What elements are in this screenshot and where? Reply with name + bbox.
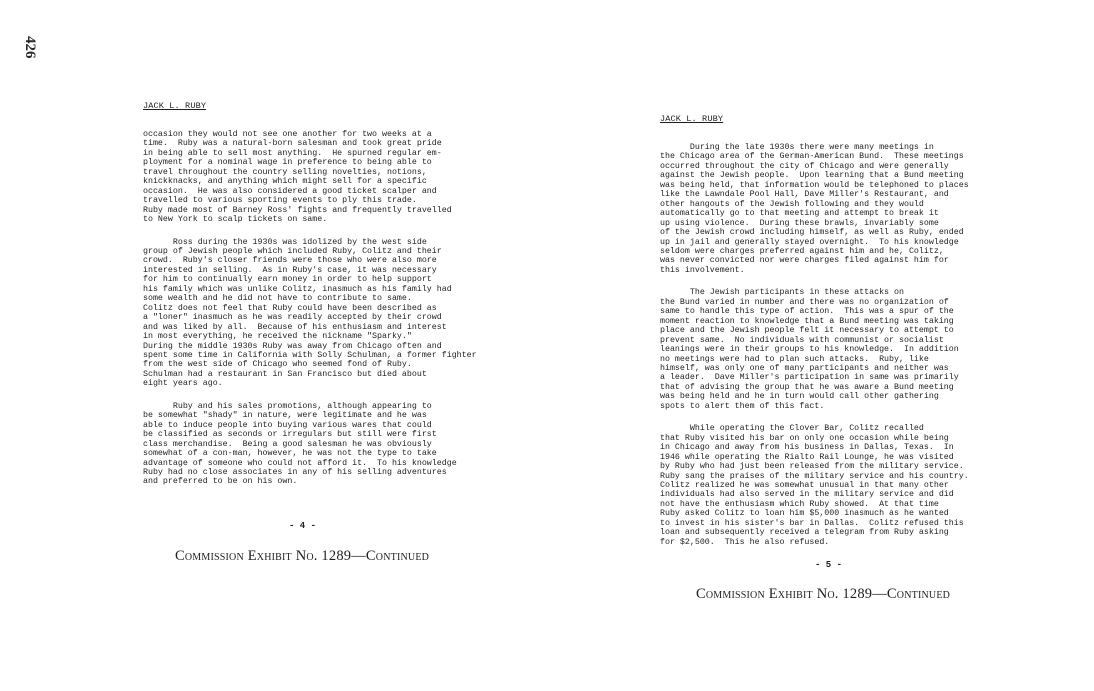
right-document-page [660,113,1000,560]
text-line: against the Jewish people. Upon learning that a Bund meeting [660,171,964,181]
text-line: same to handle this type of action. This was a spur of the [660,307,954,317]
text-line: During the late 1930s there were many meetings in [660,143,934,152]
text-line: not have the enthusiasm which Ruby showed. At that time [660,499,939,509]
text-line: be classified as seconds or irregulars but still were first [143,430,437,440]
text-line: time. Ruby was a natural-born salesman and took great pride [143,139,442,149]
text-line: interested in selling. As in Ruby's case, it was necessary [143,265,437,275]
text-line: prevent same. No individuals with communist or socialist [660,335,944,345]
text-line: and preferred to be on his own. [143,477,298,487]
text-line: seldom were charges preferred against him and he, Colitz, [660,246,944,256]
text-line: was never convicted nor were charges filed against him for [660,256,949,266]
text-line: by Ruby who had just been released from the military service. [660,462,964,472]
text-line: advantage of someone who could not afford it. To his knowledge [143,458,457,468]
left-document-page [143,100,523,500]
right-exhibit-caption: Commission Exhibit No. 1289—Continued [696,586,951,602]
right-paragraph [660,424,1000,547]
text-line: in being able to sell most anything. He spurned regular em- [143,148,442,158]
text-line: occasion. He was also considered a good ticket scalper and [143,186,437,196]
text-line: class merchandise. Being a good salesman he was obviously [143,439,432,449]
text-line: moment reaction to knowledge that a Bund meeting was taking [660,316,954,326]
right-page-heading: JACK L. RUBY [660,114,724,124]
text-line: eight years ago. [143,379,223,389]
text-line: Ross during the 1930s was idolized by the west side [143,237,427,247]
text-line: spots to alert them of this fact. [660,401,825,411]
left-exhibit-caption: Commission Exhibit No. 1289—Continued [175,548,430,564]
text-line: the Chicago area of the German-American Bund. These meetings [660,152,964,162]
text-line: like the Lawndale Pool Hall, Dave Miller's Restaurant, and [660,190,949,200]
text-line: Colitz realized he was somewhat unusual in that many other [660,480,949,490]
left-paragraph [143,402,523,487]
text-line: individuals had also served in the military service and did [660,490,954,500]
text-line: 1946 while operating the Rialto Rail Lounge, he was visited [660,452,954,462]
text-line: from the west side of Chicago who seemed fond of Ruby. [143,360,412,370]
text-line: in most everything, he received the nickname "Sparky." [143,332,412,342]
left-page-heading: JACK L. RUBY [143,101,207,111]
text-line: to New York to scalp tickets on same. [143,215,328,225]
right-paragraph [660,143,1000,275]
text-line: was being held and he in turn would call other gathering [660,392,939,402]
text-line: Ruby had no close associates in any of his selling adventures [143,467,447,477]
text-line: Ruby asked Colitz to loan him $5,000 inasmuch as he wanted [660,509,949,519]
text-line: While operating the Clover Bar, Colitz recalled [660,424,924,434]
text-line: able to induce people into buying various wares that could [143,420,432,430]
text-line: crowd. Ruby's closer friends were those who were also more [143,256,437,266]
left-page-folio: - 4 - [289,521,317,531]
text-line: himself, was only one of many participants and neither was [660,363,949,373]
text-line: that Ruby visited his bar on only one occasion while being [660,433,949,443]
right-paragraph [660,288,1000,411]
text-line: no meetings were had to plan such attacks. Ruby, like [660,354,929,364]
left-paragraph [143,130,523,225]
text-line: loan and subsequently received a telegram from Ruby asking [660,528,949,538]
text-line: and was liked by all. Because of his enthusiasm and interest [143,322,447,332]
text-line: ployment for a nominal wage in preference to being able to [143,158,432,168]
text-line: Ruby and his sales promotions, although appearing to [143,401,432,411]
text-line: automatically go to that meeting and attempt to break it [660,209,939,219]
text-line: travelled to various sporting events to ply this trade. [143,196,417,206]
text-line: his family which was unlike Colitz, inasmuch as his family had [143,284,452,294]
text-line: for him to continually earn money in order to help support [143,275,432,285]
text-line: a "loner" inasmuch as he was readily accepted by their crowd [143,313,442,323]
text-line: occurred throughout the city of Chicago and were generally [660,161,949,171]
right-page-body [660,143,1000,547]
text-line: During the middle 1930s Ruby was away from Chicago often and [143,341,442,351]
text-line: somewhat of a con-man, however, he was not the type to take [143,449,437,459]
text-line: this involvement. [660,265,745,275]
text-line: was being held, that information would be telephoned to places [660,180,969,190]
text-line: knickknacks, and anything which might sell for a specific [143,177,427,187]
left-paragraph [143,238,523,389]
text-line: Ruby made most of Barney Ross' fights and frequently travelled [143,205,452,215]
text-line: up using violence. During these brawls, invariably some [660,218,939,228]
text-line: Ruby sang the praises of the military service and his country. [660,471,969,481]
text-line: that of advising the group that he was aware a Bund meeting [660,382,954,392]
text-line: group of Jewish people which included Ruby, Colitz and their [143,246,442,256]
text-line: The Jewish participants in these attacks on [660,288,904,298]
text-line: the Bund varied in number and there was no organization of [660,297,949,307]
text-line: for $2,500. This he also refused. [660,537,830,547]
text-line: Colitz does not feel that Ruby could have been described as [143,303,437,313]
left-page-body [143,130,523,487]
text-line: occasion they would not see one another for two weeks at a [143,130,432,139]
text-line: be somewhat "shady" in nature, were legitimate and he was [143,411,427,421]
text-line: other hangouts of the Jewish following and they would [660,199,924,209]
text-line: leanings were in their groups to his knowledge. In addition [660,345,959,355]
text-line: spent some time in California with Solly Schulman, a former fighter [143,350,477,360]
text-line: some wealth and he did not have to contribute to same. [143,294,412,304]
text-line: travel throughout the country selling novelties, notions, [143,167,427,177]
page-number: 426 [22,36,38,59]
text-line: a leader. Dave Miller's participation in same was primarily [660,373,959,383]
right-page-folio: - 5 - [815,560,843,570]
text-line: to invest in his sister's bar in Dallas. Colitz refused this [660,518,964,528]
text-line: up in jail and generally stayed overnight. To his knowledge [660,237,959,247]
text-line: place and the Jewish people felt it necessary to attempt to [660,326,954,336]
text-line: of the Jewish crowd including himself, as well as Ruby, ended [660,228,964,238]
text-line: in Chicago and away from his business in Dallas, Texas. In [660,443,954,453]
text-line: Schulman had a restaurant in San Francisco but died about [143,369,427,379]
